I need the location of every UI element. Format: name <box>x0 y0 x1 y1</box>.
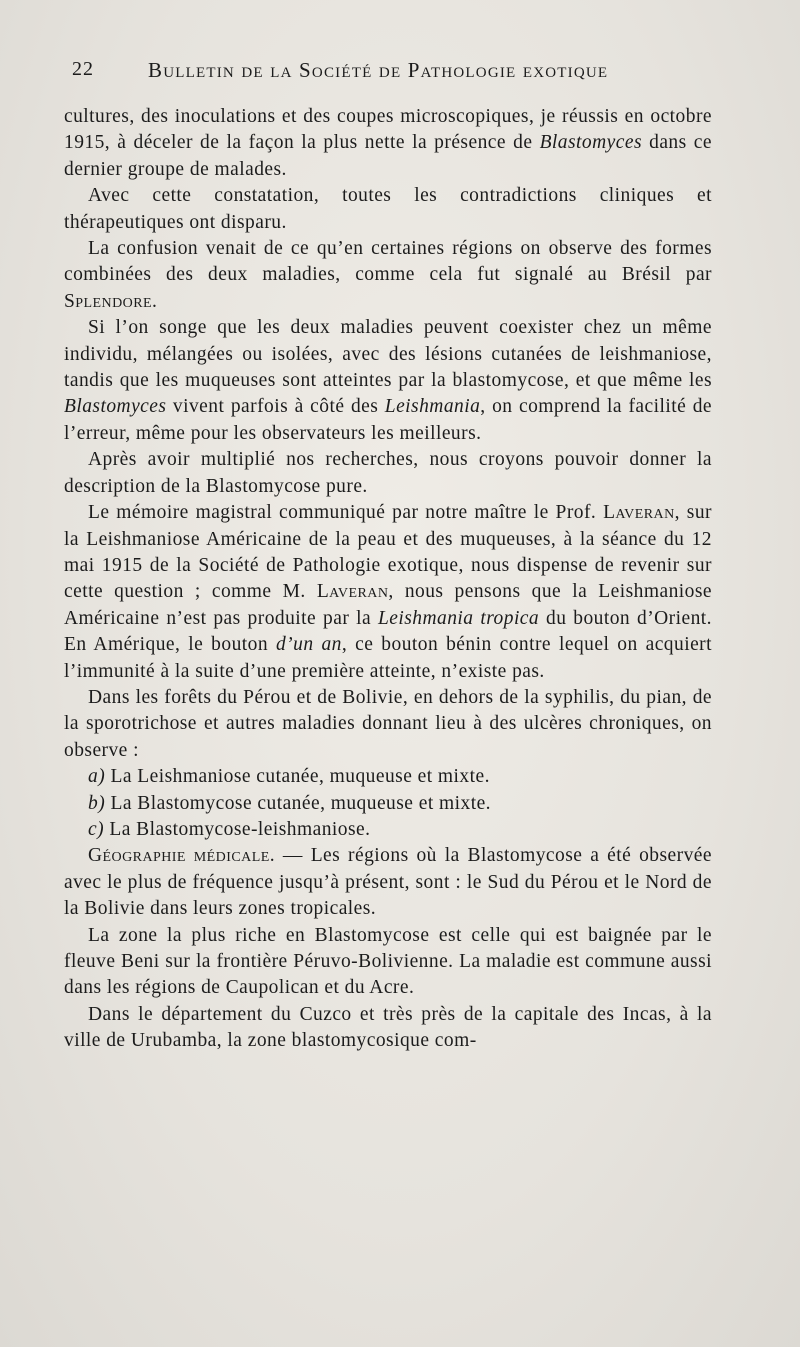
paragraph-6 <box>64 500 712 685</box>
text-run: du bouton d’Orient. En Amérique, le bouton <box>64 607 712 656</box>
list-marker: a) <box>88 766 106 788</box>
text-run: , on comprend la facilité de l’erreur, même pour les observateurs les meilleurs. <box>64 396 712 444</box>
list-text: La Blastomycose cutanée, muqueuse et mixte. <box>105 792 492 814</box>
paragraph-7: Dans les forêts du Pérou et de Bolivie, en dehors de la syphilis, du pian, de la sporotrichose et autres maladies donnant lieu à des ulcères chroniques, on observe : <box>64 686 712 761</box>
text-run: , sur la Leishmaniose Américaine de la peau et des muqueuses, à la séance du 12 mai 1915 de la Société de Pathologie exotique, nous dispense de revenir sur cette question ; comme M. <box>64 502 712 603</box>
author-name: Laveran <box>603 502 675 524</box>
list-item <box>64 791 712 817</box>
list-text: La Blastomycose-leishmaniose. <box>104 818 371 840</box>
text-run: Le mémoire magistral communiqué par notre maître le Prof. <box>88 502 604 524</box>
paragraph-10: Dans le département du Cuzco et très près de la capitale des Incas, à la ville de Urubamba, la zone blastomycosique com- <box>64 1003 712 1052</box>
running-title: Bulletin de la Société de Pathologie exotique <box>148 58 609 82</box>
text-run: , ce bouton bénin contre lequel on acquiert l’immunité à la suite d’une première atteinte, n’existe pas. <box>64 634 712 682</box>
author-name: Laveran <box>316 581 389 603</box>
text-run: dans ce dernier groupe de malades. <box>64 132 712 180</box>
text-run: — Les régions où la Blastomycose a été observée avec le plus de fréquence jusqu’à présent, sont : le Sud du Pérou et le Nord de la Bolivie dans leurs zones tropicales. <box>64 845 712 920</box>
italic-term: Blastomyces <box>539 132 642 154</box>
body-text <box>64 104 712 1055</box>
paragraph-5: Après avoir multiplié nos recherches, nous croyons pouvoir donner la description de la Blastomycose pure. <box>64 449 712 497</box>
list-text: La Leishmaniose cutanée, muqueuse et mixte. <box>105 766 490 788</box>
paragraph-4 <box>64 315 712 447</box>
paragraph-3 <box>64 236 712 315</box>
italic-term: Leishmania <box>384 396 481 418</box>
text-run: vivent parfois à côté des <box>166 396 385 418</box>
text-run: , nous pensons que la Leishmaniose Américaine n’est pas produite par la <box>64 581 712 629</box>
paragraph-9: La zone la plus riche en Blastomycose est celle qui est baignée par le fleuve Beni sur la frontière Péruvo-Bolivienne. La maladie est commune aussi dans les régions de Caupolican et du Acre. <box>64 924 712 999</box>
italic-term: Blastomyces <box>64 396 167 418</box>
paragraph-2: Avec cette constatation, toutes les contradictions cliniques et thérapeutiques ont disparu. <box>64 185 712 233</box>
author-name: Splendore <box>64 290 153 312</box>
list-marker: b) <box>88 792 106 814</box>
section-heading: Géographie médicale. <box>88 845 276 867</box>
text-run: . <box>152 290 158 312</box>
paragraph-section-geography <box>64 843 712 922</box>
text-run: La confusion venait de ce qu’en certaines régions on observe des formes combinées des deux maladies, comme cela fut signalé au Brésil par <box>64 238 712 286</box>
italic-term: d’un an <box>275 634 342 656</box>
italic-term: Leishmania tropica <box>377 607 540 629</box>
paragraph-1 <box>64 104 712 183</box>
list-marker: c) <box>88 818 105 840</box>
page-number: 22 <box>72 58 94 80</box>
text-run: Si l’on songe que les deux maladies peuvent coexister chez un même individu, mélangées ou isolées, avec des lésions cutanées de leishmaniose, tandis que les muqueuses sont atteintes par la blastomycose, et que même les <box>64 317 712 392</box>
list-item <box>64 817 712 843</box>
list-item <box>64 764 712 790</box>
text-run: cultures, des inoculations et des coupes microscopiques, je réussis en octobre 1915, à déceler de la façon la plus nette la présence de <box>64 106 712 154</box>
page-header <box>72 58 712 88</box>
